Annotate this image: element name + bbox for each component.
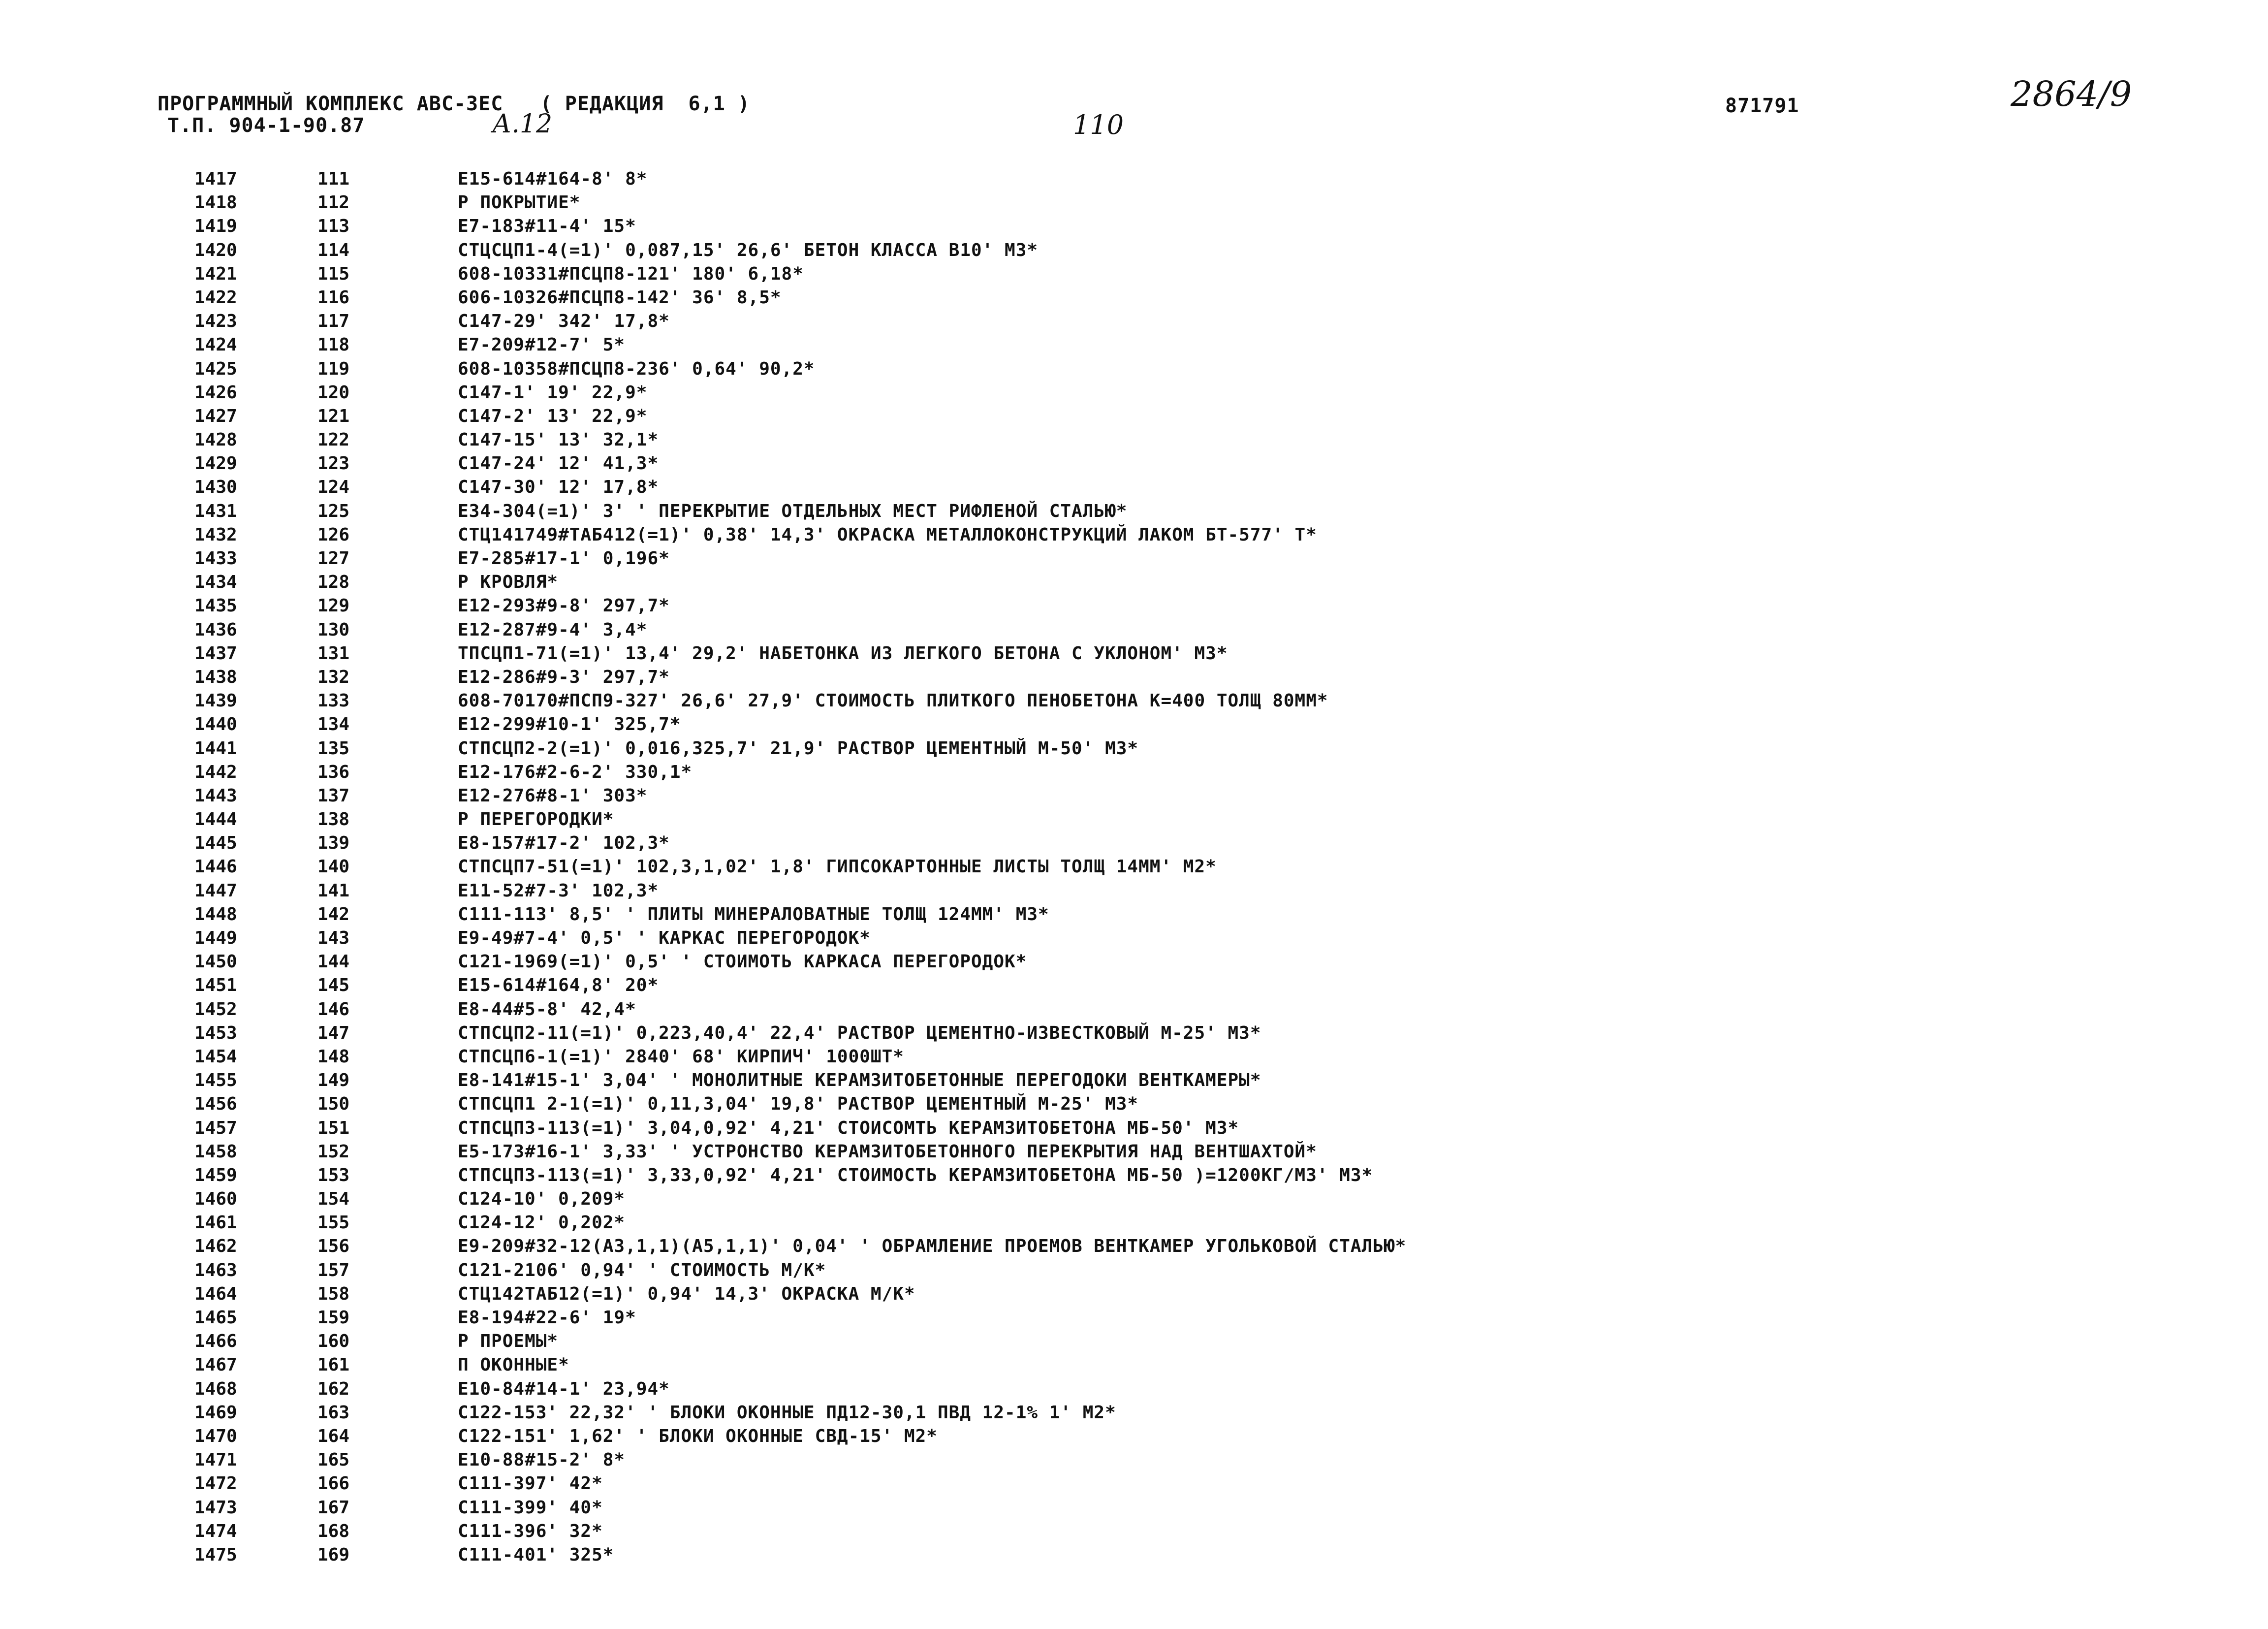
listing-row: [194, 594, 2016, 618]
statement-text: С111-396' 32*: [458, 1521, 603, 1541]
row-number: 1420: [194, 240, 237, 260]
statement-number: 151: [317, 1118, 350, 1138]
statement-number: 136: [317, 762, 350, 782]
row-number: 1450: [194, 952, 237, 972]
statement-text: Е8-44#5-8' 42,4*: [458, 999, 636, 1020]
statement-number: 129: [317, 596, 350, 616]
statement-text: 606-10326#ПСЦП8-142' 36' 8,5*: [458, 287, 782, 308]
listing-row: [194, 1448, 2016, 1472]
row-number: 1470: [194, 1426, 237, 1446]
listing-row: [194, 1140, 2016, 1164]
row-number: 1419: [194, 216, 237, 237]
listing-row: [194, 1377, 2016, 1401]
listing-row: [194, 666, 2016, 689]
listing-row: [194, 1330, 2016, 1353]
statement-number: 117: [317, 311, 350, 332]
row-number: 1447: [194, 880, 237, 901]
statement-number: 123: [317, 453, 350, 474]
statement-number: 145: [317, 975, 350, 996]
row-number: 1417: [194, 169, 237, 189]
row-number: 1452: [194, 999, 237, 1020]
row-number: 1439: [194, 691, 237, 711]
project-number: Т.П. 904-1-90.87: [167, 114, 365, 137]
row-number: 1475: [194, 1544, 237, 1565]
listing-row: [194, 713, 2016, 736]
row-number: 1418: [194, 192, 237, 213]
statement-number: 169: [317, 1544, 350, 1565]
listing-row: [194, 1520, 2016, 1543]
listing-row: [194, 1425, 2016, 1448]
statement-text: 608-10358#ПСЦП8-236' 0,64' 90,2*: [458, 358, 815, 379]
row-number: 1472: [194, 1473, 237, 1494]
statement-text: Е8-194#22-6' 19*: [458, 1308, 636, 1328]
listing-row: [194, 452, 2016, 476]
program-listing: [194, 167, 2016, 1567]
row-number: 1434: [194, 572, 237, 593]
statement-text: СТЦ141749#ТАБ412(=1)' 0,38' 14,3' ОКРАСКА МЕТАЛЛОКОНСТРУКЦИЙ ЛАКОМ БТ-577' Т*: [458, 524, 1317, 545]
row-number: 1435: [194, 596, 237, 616]
row-number: 1465: [194, 1308, 237, 1328]
statement-number: 157: [317, 1260, 350, 1280]
statement-number: 130: [317, 619, 350, 640]
statement-text: СТЦСЦП1-4(=1)' 0,087,15' 26,6' БЕТОН КЛАССА В10' М3*: [458, 240, 1039, 260]
statement-text: Е10-88#15-2' 8*: [458, 1450, 626, 1470]
statement-text: 608-10331#ПСЦП8-121' 180' 6,18*: [458, 263, 804, 284]
row-number: 1433: [194, 548, 237, 569]
statement-number: 148: [317, 1046, 350, 1067]
statement-text: Р ПОКРЫТИЕ*: [458, 192, 581, 213]
listing-row: [194, 879, 2016, 903]
statement-text: Е12-276#8-1' 303*: [458, 785, 648, 806]
statement-text: Е9-209#32-12(А3,1,1)(А5,1,1)' 0,04' ' ОБРАМЛЕНИЕ ПРОЕМОВ ВЕНТКАМЕР УГОЛЬКОВОЙ СТАЛЬЮ*: [458, 1236, 1407, 1257]
statement-text: С111-399' 40*: [458, 1497, 603, 1518]
statement-number: 135: [317, 738, 350, 759]
statement-number: 122: [317, 430, 350, 450]
statement-text: Е12-176#2-6-2' 330,1*: [458, 762, 693, 782]
listing-row: [194, 310, 2016, 333]
row-number: 1443: [194, 785, 237, 806]
row-number: 1454: [194, 1046, 237, 1067]
statement-text: ТПСЦП1-71(=1)' 13,4' 29,2' НАБЕТОНКА ИЗ ЛЕГКОГО БЕТОНА С УКЛОНОМ' М3*: [458, 643, 1228, 664]
statement-number: 118: [317, 335, 350, 355]
row-number: 1457: [194, 1118, 237, 1138]
statement-number: 161: [317, 1355, 350, 1375]
statement-number: 128: [317, 572, 350, 593]
statement-text: С121-1969(=1)' 0,5' ' СТОИМОТЬ КАРКАСА ПЕРЕГОРОДОК*: [458, 952, 1027, 972]
listing-row: [194, 262, 2016, 286]
row-number: 1463: [194, 1260, 237, 1280]
row-number: 1461: [194, 1213, 237, 1233]
listing-row: [194, 1543, 2016, 1567]
statement-number: 164: [317, 1426, 350, 1446]
listing-row: [194, 547, 2016, 571]
row-number: 1467: [194, 1355, 237, 1375]
listing-row: [194, 500, 2016, 523]
listing-row: [194, 357, 2016, 381]
listing-row: [194, 191, 2016, 215]
statement-number: 141: [317, 880, 350, 901]
statement-number: 132: [317, 667, 350, 687]
row-number: 1423: [194, 311, 237, 332]
statement-number: 127: [317, 548, 350, 569]
statement-number: 133: [317, 691, 350, 711]
statement-text: Р ПЕРЕГОРОДКИ*: [458, 809, 614, 830]
statement-text: Е12-287#9-4' 3,4*: [458, 619, 648, 640]
statement-text: Е12-299#10-1' 325,7*: [458, 714, 681, 735]
row-number: 1422: [194, 287, 237, 308]
listing-row: [194, 1401, 2016, 1425]
row-number: 1464: [194, 1283, 237, 1304]
row-number: 1458: [194, 1141, 237, 1162]
statement-text: С124-10' 0,209*: [458, 1189, 626, 1210]
statement-text: С111-397' 42*: [458, 1473, 603, 1494]
statement-text: С111-401' 325*: [458, 1544, 614, 1565]
listing-row: [194, 215, 2016, 238]
listing-row: [194, 1045, 2016, 1069]
statement-text: СТЦ142ТАБ12(=1)' 0,94' 14,3' ОКРАСКА М/К*: [458, 1283, 915, 1304]
row-number: 1459: [194, 1165, 237, 1185]
statement-number: 121: [317, 406, 350, 426]
row-number: 1448: [194, 904, 237, 925]
statement-text: СТПСЦП7-51(=1)' 102,3,1,02' 1,8' ГИПСОКАРТОННЫЕ ЛИСТЫ ТОЛЩ 14ММ' М2*: [458, 857, 1217, 877]
listing-row: [194, 381, 2016, 405]
statement-number: 168: [317, 1521, 350, 1541]
statement-text: С147-24' 12' 41,3*: [458, 453, 659, 474]
listing-row: [194, 1187, 2016, 1211]
statement-text: С122-153' 22,32' ' БЛОКИ ОКОННЫЕ ПД12-30,1 ПВД 12-1% 1' М2*: [458, 1402, 1116, 1423]
listing-row: [194, 1069, 2016, 1092]
statement-number: 125: [317, 501, 350, 521]
row-number: 1436: [194, 619, 237, 640]
statement-number: 131: [317, 643, 350, 664]
statement-number: 154: [317, 1189, 350, 1210]
listing-row: [194, 286, 2016, 310]
listing-row: [194, 405, 2016, 428]
row-number: 1446: [194, 857, 237, 877]
statement-text: Е7-209#12-7' 5*: [458, 335, 626, 355]
row-number: 1428: [194, 430, 237, 450]
statement-number: 156: [317, 1236, 350, 1257]
row-number: 1442: [194, 762, 237, 782]
listing-row: [194, 998, 2016, 1022]
statement-number: 137: [317, 785, 350, 806]
statement-text: СТПСЦП2-11(=1)' 0,223,40,4' 22,4' РАСТВОР ЦЕМЕНТНО-ИЗВЕСТКОВЫЙ М-25' М3*: [458, 1022, 1261, 1043]
statement-text: Е5-173#16-1' 3,33' ' УСТРОНСТВО КЕРАМЗИТОБЕТОННОГО ПЕРЕКРЫТИЯ НАД ВЕНТШАХТОЙ*: [458, 1141, 1317, 1162]
listing-row: [194, 333, 2016, 357]
statement-text: Е7-183#11-4' 15*: [458, 216, 636, 237]
statement-text: П ОКОННЫЕ*: [458, 1355, 569, 1375]
listing-row: [194, 1306, 2016, 1330]
statement-text: С147-1' 19' 22,9*: [458, 382, 648, 403]
statement-number: 162: [317, 1378, 350, 1399]
statement-text: С147-29' 342' 17,8*: [458, 311, 670, 332]
listing-row: [194, 1022, 2016, 1045]
listing-row: [194, 167, 2016, 191]
listing-row: [194, 831, 2016, 855]
statement-text: СТПСЦП6-1(=1)' 2840' 68' КИРПИЧ' 1000ШТ*: [458, 1046, 904, 1067]
statement-text: 608-70170#ПСП9-327' 26,6' 27,9' СТОИМОСТЬ ПЛИТКОГО ПЕНОБЕТОНА К=400 ТОЛЩ 80ММ*: [458, 691, 1328, 711]
statement-number: 166: [317, 1473, 350, 1494]
statement-text: Е15-614#164,8' 20*: [458, 975, 659, 996]
listing-row: [194, 1117, 2016, 1140]
row-number: 1455: [194, 1070, 237, 1091]
statement-number: 155: [317, 1213, 350, 1233]
statement-text: СТПСЦП3-113(=1)' 3,33,0,92' 4,21' СТОИМОСТЬ КЕРАМЗИТОБЕТОНА МБ-50 )=1200КГ/М3' М3*: [458, 1165, 1373, 1185]
statement-text: С147-15' 13' 32,1*: [458, 430, 659, 450]
listing-row: [194, 950, 2016, 974]
statement-text: Е34-304(=1)' 3' ' ПЕРЕКРЫТИЕ ОТДЕЛЬНЫХ МЕСТ РИФЛЕНОЙ СТАЛЬЮ*: [458, 501, 1128, 521]
row-number: 1426: [194, 382, 237, 403]
listing-row: [194, 571, 2016, 594]
statement-number: 150: [317, 1094, 350, 1115]
listing-row: [194, 761, 2016, 784]
statement-number: 153: [317, 1165, 350, 1185]
listing-row: [194, 784, 2016, 808]
statement-number: 111: [317, 169, 350, 189]
row-number: 1430: [194, 477, 237, 498]
row-number: 1444: [194, 809, 237, 830]
statement-number: 140: [317, 857, 350, 877]
row-number: 1441: [194, 738, 237, 759]
row-number: 1437: [194, 643, 237, 664]
listing-row: [194, 1259, 2016, 1282]
statement-number: 124: [317, 477, 350, 498]
listing-row: [194, 239, 2016, 262]
row-number: 1440: [194, 714, 237, 735]
statement-text: Е15-614#164-8' 8*: [458, 169, 648, 189]
statement-text: С122-151' 1,62' ' БЛОКИ ОКОННЫЕ СВД-15' М2*: [458, 1426, 938, 1446]
row-number: 1424: [194, 335, 237, 355]
listing-row: [194, 1472, 2016, 1496]
row-number: 1474: [194, 1521, 237, 1541]
listing-row: [194, 1164, 2016, 1187]
statement-number: 112: [317, 192, 350, 213]
listing-row: [194, 476, 2016, 499]
row-number: 1468: [194, 1378, 237, 1399]
statement-number: 163: [317, 1402, 350, 1423]
listing-row: [194, 1353, 2016, 1377]
statement-number: 167: [317, 1497, 350, 1518]
statement-text: Е8-157#17-2' 102,3*: [458, 833, 670, 854]
statement-number: 165: [317, 1450, 350, 1470]
statement-number: 147: [317, 1022, 350, 1043]
row-number: 1466: [194, 1331, 237, 1352]
listing-row: [194, 903, 2016, 926]
corner-stamp: 2864/9: [2011, 74, 2132, 114]
statement-number: 120: [317, 382, 350, 403]
statement-number: 119: [317, 358, 350, 379]
row-number: 1429: [194, 453, 237, 474]
listing-row: [194, 689, 2016, 713]
row-number: 1425: [194, 358, 237, 379]
statement-text: Е11-52#7-3' 102,3*: [458, 880, 659, 901]
listing-row: [194, 1282, 2016, 1306]
statement-number: 126: [317, 524, 350, 545]
listing-row: [194, 974, 2016, 997]
statement-text: С121-2106' 0,94' ' СТОИМОСТЬ М/К*: [458, 1260, 826, 1280]
statement-number: 146: [317, 999, 350, 1020]
statement-number: 116: [317, 287, 350, 308]
statement-text: С111-113' 8,5' ' ПЛИТЫ МИНЕРАЛОВАТНЫЕ ТОЛЩ 124ММ' М3*: [458, 904, 1049, 925]
statement-number: 138: [317, 809, 350, 830]
statement-text: Р ПРОЕМЫ*: [458, 1331, 559, 1352]
statement-number: 159: [317, 1308, 350, 1328]
row-number: 1445: [194, 833, 237, 854]
document-code: 871791: [1725, 95, 1799, 117]
row-number: 1421: [194, 263, 237, 284]
statement-text: Е12-293#9-8' 297,7*: [458, 596, 670, 616]
row-number: 1456: [194, 1094, 237, 1115]
program-title: ПРОГРАММНЫЙ КОМПЛЕКС АВС-ЗЕС ( РЕДАКЦИЯ 6,1 ): [158, 93, 750, 115]
statement-text: С147-30' 12' 17,8*: [458, 477, 659, 498]
statement-text: СТПСЦП2-2(=1)' 0,016,325,7' 21,9' РАСТВОР ЦЕМЕНТНЫЙ М-50' М3*: [458, 738, 1139, 759]
statement-text: Е7-285#17-1' 0,196*: [458, 548, 670, 569]
listing-row: [194, 926, 2016, 950]
statement-number: 152: [317, 1141, 350, 1162]
listing-row: [194, 428, 2016, 452]
row-number: 1453: [194, 1022, 237, 1043]
statement-text: Е12-286#9-3' 297,7*: [458, 667, 670, 687]
statement-text: С124-12' 0,202*: [458, 1213, 626, 1233]
statement-number: 143: [317, 928, 350, 948]
row-number: 1469: [194, 1402, 237, 1423]
statement-number: 113: [317, 216, 350, 237]
row-number: 1462: [194, 1236, 237, 1257]
statement-text: Р КРОВЛЯ*: [458, 572, 559, 593]
statement-text: Е8-141#15-1' 3,04' ' МОНОЛИТНЫЕ КЕРАМЗИТОБЕТОННЫЕ ПЕРЕГОДОКИ ВЕНТКАМЕРЫ*: [458, 1070, 1261, 1091]
statement-text: СТПСЦП1 2-1(=1)' 0,11,3,04' 19,8' РАСТВОР ЦЕМЕНТНЫЙ М-25' М3*: [458, 1094, 1139, 1115]
statement-number: 139: [317, 833, 350, 854]
statement-number: 114: [317, 240, 350, 260]
listing-row: [194, 642, 2016, 666]
row-number: 1432: [194, 524, 237, 545]
statement-number: 134: [317, 714, 350, 735]
row-number: 1438: [194, 667, 237, 687]
statement-text: С147-2' 13' 22,9*: [458, 406, 648, 426]
row-number: 1473: [194, 1497, 237, 1518]
row-number: 1431: [194, 501, 237, 521]
row-number: 1451: [194, 975, 237, 996]
listing-row: [194, 808, 2016, 831]
handwritten-page-mark: 110: [1073, 109, 1124, 140]
row-number: 1460: [194, 1189, 237, 1210]
listing-row: [194, 1496, 2016, 1520]
statement-number: 144: [317, 952, 350, 972]
statement-text: СТПСЦП3-113(=1)' 3,04,0,92' 4,21' СТОИСОМТЬ КЕРАМЗИТОБЕТОНА МБ-50' М3*: [458, 1118, 1239, 1138]
row-number: 1449: [194, 928, 237, 948]
statement-text: Е10-84#14-1' 23,94*: [458, 1378, 670, 1399]
listing-row: [194, 523, 2016, 547]
listing-row: [194, 737, 2016, 761]
listing-row: [194, 1235, 2016, 1258]
statement-number: 149: [317, 1070, 350, 1091]
statement-number: 160: [317, 1331, 350, 1352]
row-number: 1471: [194, 1450, 237, 1470]
statement-number: 115: [317, 263, 350, 284]
statement-text: Е9-49#7-4' 0,5' ' КАРКАС ПЕРЕГОРОДОК*: [458, 928, 871, 948]
row-number: 1427: [194, 406, 237, 426]
listing-row: [194, 1092, 2016, 1116]
statement-number: 142: [317, 904, 350, 925]
listing-row: [194, 855, 2016, 879]
statement-number: 158: [317, 1283, 350, 1304]
listing-row: [194, 618, 2016, 642]
listing-row: [194, 1211, 2016, 1235]
handwritten-mark: А.12: [492, 109, 553, 139]
